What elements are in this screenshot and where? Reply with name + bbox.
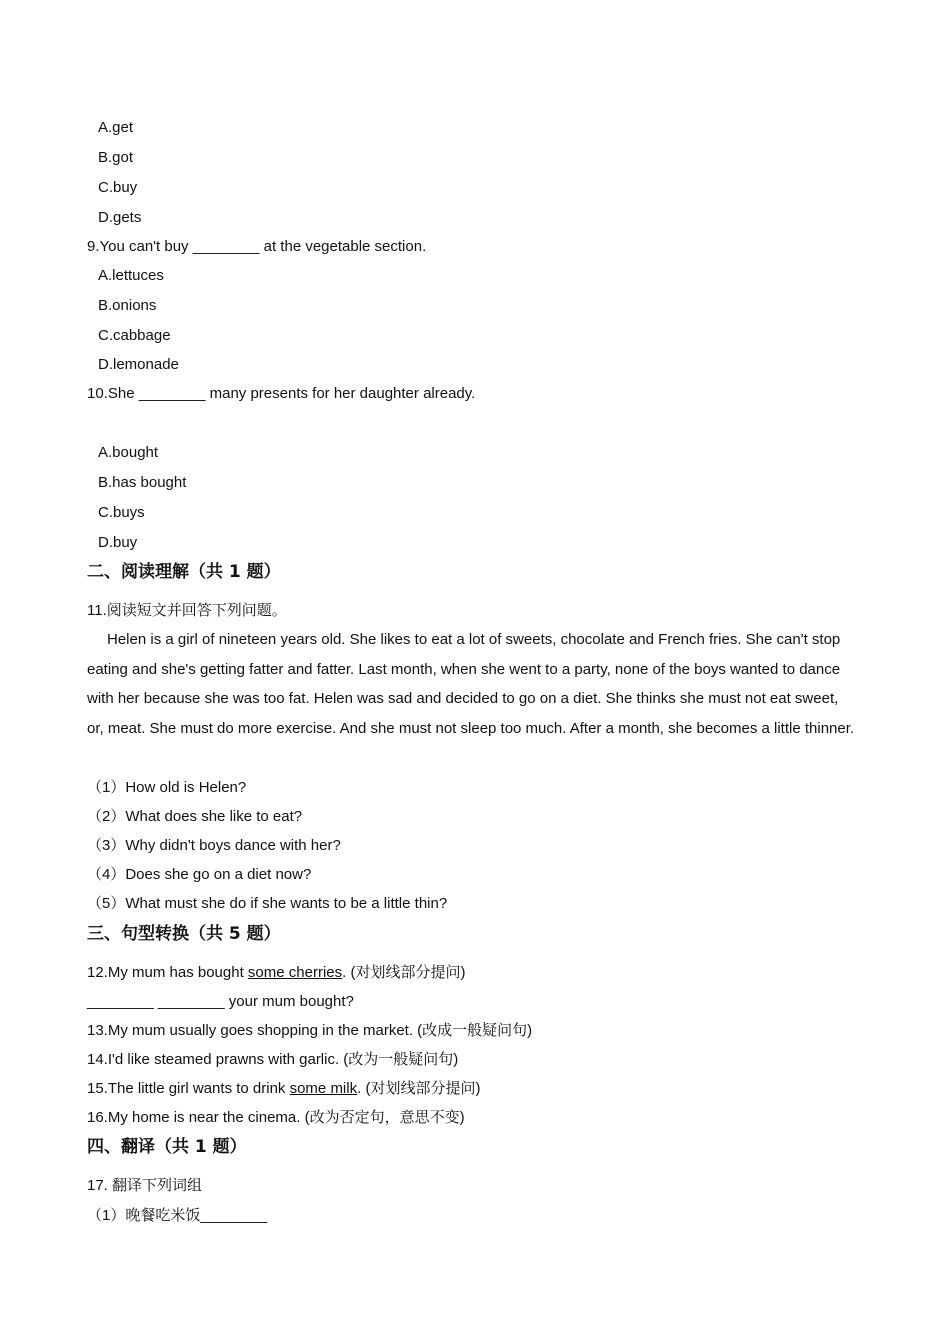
- section3-title: 三、句型转换（共 5 题）: [87, 924, 281, 944]
- q11-sub1: （1）How old is Helen?: [87, 779, 247, 796]
- q9-stem: 9.You can't buy ________ at the vegetable section.: [87, 238, 427, 255]
- q17-item1: （1）晚餐吃米饭________: [87, 1207, 268, 1224]
- q12: [87, 963, 465, 983]
- q8-option-c: C.buy: [98, 179, 138, 196]
- q15-underlined: some milk: [289, 1080, 358, 1097]
- q8-option-d: D.gets: [98, 209, 142, 226]
- q12-text-before: 12.My mum has bought: [87, 964, 248, 981]
- q15-text-after: . (对划线部分提问): [357, 1080, 481, 1097]
- q10-stem: 10.She ________ many presents for her daughter already.: [87, 385, 476, 402]
- reading-passage: Helen is a girl of nineteen years old. She likes to eat a lot of sweets, chocolate and French fries. She can't stop eating and she's getting fatter and fatter. Last month, when she went to a party, none of the boys wanted to dance with her because she was too fat. Helen was sad and decided to go on a diet. She thinks she must not eat sweet, or, meat. She must do more exercise. And she must not sleep too much. After a month, she becomes a little thinner.: [87, 631, 855, 738]
- q9-option-a: A.lettuces: [98, 267, 164, 284]
- q16: 16.My home is near the cinema. (改为否定句，意思不变): [87, 1109, 465, 1126]
- q11-sub4: （4）Does she go on a diet now?: [87, 866, 312, 883]
- q9-option-d: D.lemonade: [98, 356, 179, 373]
- q9-option-b: B.onions: [98, 297, 157, 314]
- q10-option-d: D.buy: [98, 534, 138, 551]
- q8-option-b: B.got: [98, 149, 134, 166]
- q11-prompt: 11.阅读短文并回答下列问题。: [87, 602, 287, 619]
- q12-underlined: some cherries: [247, 964, 343, 981]
- q8-option-a: A.get: [98, 119, 134, 136]
- q14: 14.I'd like steamed prawns with garlic. (改为一般疑问句): [87, 1051, 459, 1068]
- q9-option-c: C.cabbage: [98, 327, 171, 344]
- q10-option-a: A.bought: [98, 444, 159, 461]
- q13: 13.My mum usually goes shopping in the market. (改成一般疑问句): [87, 1022, 533, 1039]
- q10-option-c: C.buys: [98, 504, 145, 521]
- section4-title: 四、翻译（共 1 题）: [87, 1137, 247, 1157]
- q11-sub5: （5）What must she do if she wants to be a little thin?: [87, 895, 448, 912]
- q10-option-b: B.has bought: [98, 474, 187, 491]
- q15: [87, 1079, 480, 1099]
- q11-sub3: （3）Why didn't boys dance with her?: [87, 837, 341, 854]
- q12-answer-line: ________ ________ your mum bought?: [87, 993, 354, 1010]
- q17: 17. 翻译下列词组: [87, 1177, 203, 1194]
- q11-sub2: （2）What does she like to eat?: [87, 808, 303, 825]
- q15-text-before: 15.The little girl wants to drink: [87, 1080, 290, 1097]
- section2-title: 二、阅读理解（共 1 题）: [87, 562, 281, 582]
- q12-text-after: . (对划线部分提问): [342, 964, 466, 981]
